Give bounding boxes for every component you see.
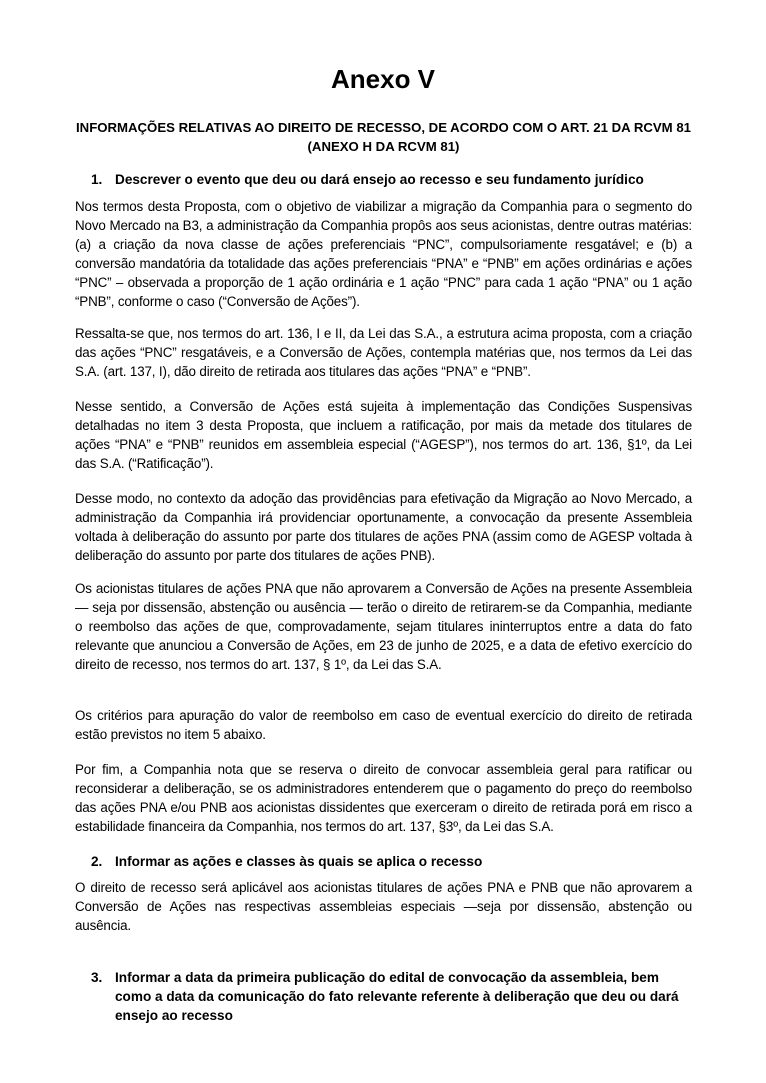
section-2-number: 2. <box>91 854 103 869</box>
section-2-heading <box>91 852 692 871</box>
section-1-title: Descrever o evento que deu ou dará ensejo ao recesso e seu fundamento jurídico <box>115 172 644 187</box>
section-1-paragraph-3: Nesse sentido, a Conversão de Ações está sujeita à implementação das Condições Suspensivas detalhadas no item 3 desta Proposta, que incluem a ratificação, por mais da metade dos titulares de ações “PNA” e “PNB” reunidos em assembleia especial (“AGESP”), nos termos do art. 136, §1º, da Lei das S.A. (“Ratificação”). <box>75 399 692 472</box>
section-3-number: 3. <box>91 970 103 985</box>
section-1-paragraph-5: Os acionistas titulares de ações PNA que não aprovarem a Conversão de Ações na presente Assembleia — seja por dissensão, abstenção ou ausência — terão o direito de retirarem-se da Companhia, mediante o reembolso das ações de que, comprovadamente, sejam titulares ininterruptos entre a data do fato relevante que anunciou a Conversão de Ações, em 23 de junho de 2025, e a data de efetivo exercício do direito de recesso, nos termos do art. 137, § 1º, da Lei das S.A. <box>75 581 692 673</box>
page-title: Anexo V <box>330 64 436 94</box>
section-3-title: Informar a data da primeira publicação do edital de convocação da assembleia, bem como a data da comunicação do fato relevante referente à deliberação que deu ou dará ensejo ao recesso <box>115 970 679 1023</box>
section-1-number: 1. <box>91 172 103 187</box>
section-2-title: Informar as ações e classes às quais se aplica o recesso <box>115 854 483 869</box>
section-1-paragraph-4: Desse modo, no contexto da adoção das providências para efetivação da Migração ao Novo Mercado, a administração da Companhia irá providenciar oportunamente, a convocação da presente Assembleia voltada à deliberação do assunto por parte dos titulares de ações PNA (assim como de AGESP voltada à deliberação do assunto por parte dos titulares de ações PNB). <box>75 491 692 564</box>
section-1-paragraph-1: Nos termos desta Proposta, com o objetivo de viabilizar a migração da Companhia para o segmento do Novo Mercado na B3, a administração da Companhia propôs aos seus acionistas, dentre outras matérias: (a) a criação da nova classe de ações preferenciais “PNC”, compulsoriamente resgatável; e (b) a conversão mandatória da totalidade das ações preferenciais “PNA” e “PNB” em ações ordinárias e ações “PNC” – observada a proporção de 1 ação ordinária e 1 ação “PNC” para cada 1 ação “PNA” ou 1 ação “PNB”, conforme o caso (“Conversão de Ações”). <box>75 199 692 310</box>
page-subtitle: INFORMAÇÕES RELATIVAS AO DIREITO DE RECESSO, DE ACORDO COM O ART. 21 DA RCVM 81 (ANEXO H DA RCVM 81) <box>76 120 691 154</box>
section-2-paragraph-1: O direito de recesso será aplicável aos acionistas titulares de ações PNA e PNB que não aprovarem a Conversão de Ações nas respectivas assembleias especiais —seja por dissensão, abstenção ou ausência. <box>75 880 692 934</box>
section-1-paragraph-2: Ressalta-se que, nos termos do art. 136, I e II, da Lei das S.A., a estrutura acima proposta, com a criação das ações “PNC” resgatáveis, e a Conversão de Ações, contempla matérias que, nos termos da Lei das S.A. (art. 137, I), dão direito de retirada aos titulares das ações “PNA” e “PNB”. <box>75 326 692 380</box>
section-3-heading <box>91 968 692 1025</box>
section-1-heading <box>91 170 692 189</box>
section-1-paragraph-7: Por fim, a Companhia nota que se reserva o direito de convocar assembleia geral para ratificar ou reconsiderar a deliberação, se os administradores entenderem que o pagamento do preço do reembolso das ações PNA e/ou PNB aos acionistas dissidentes que exerceram o direito de retirada porá em risco a estabilidade financeira da Companhia, nos termos do art. 137, §3º, da Lei das S.A. <box>75 762 692 835</box>
section-1-paragraph-6: Os critérios para apuração do valor de reembolso em caso de eventual exercício do direito de retirada estão previstos no item 5 abaixo. <box>75 708 692 743</box>
